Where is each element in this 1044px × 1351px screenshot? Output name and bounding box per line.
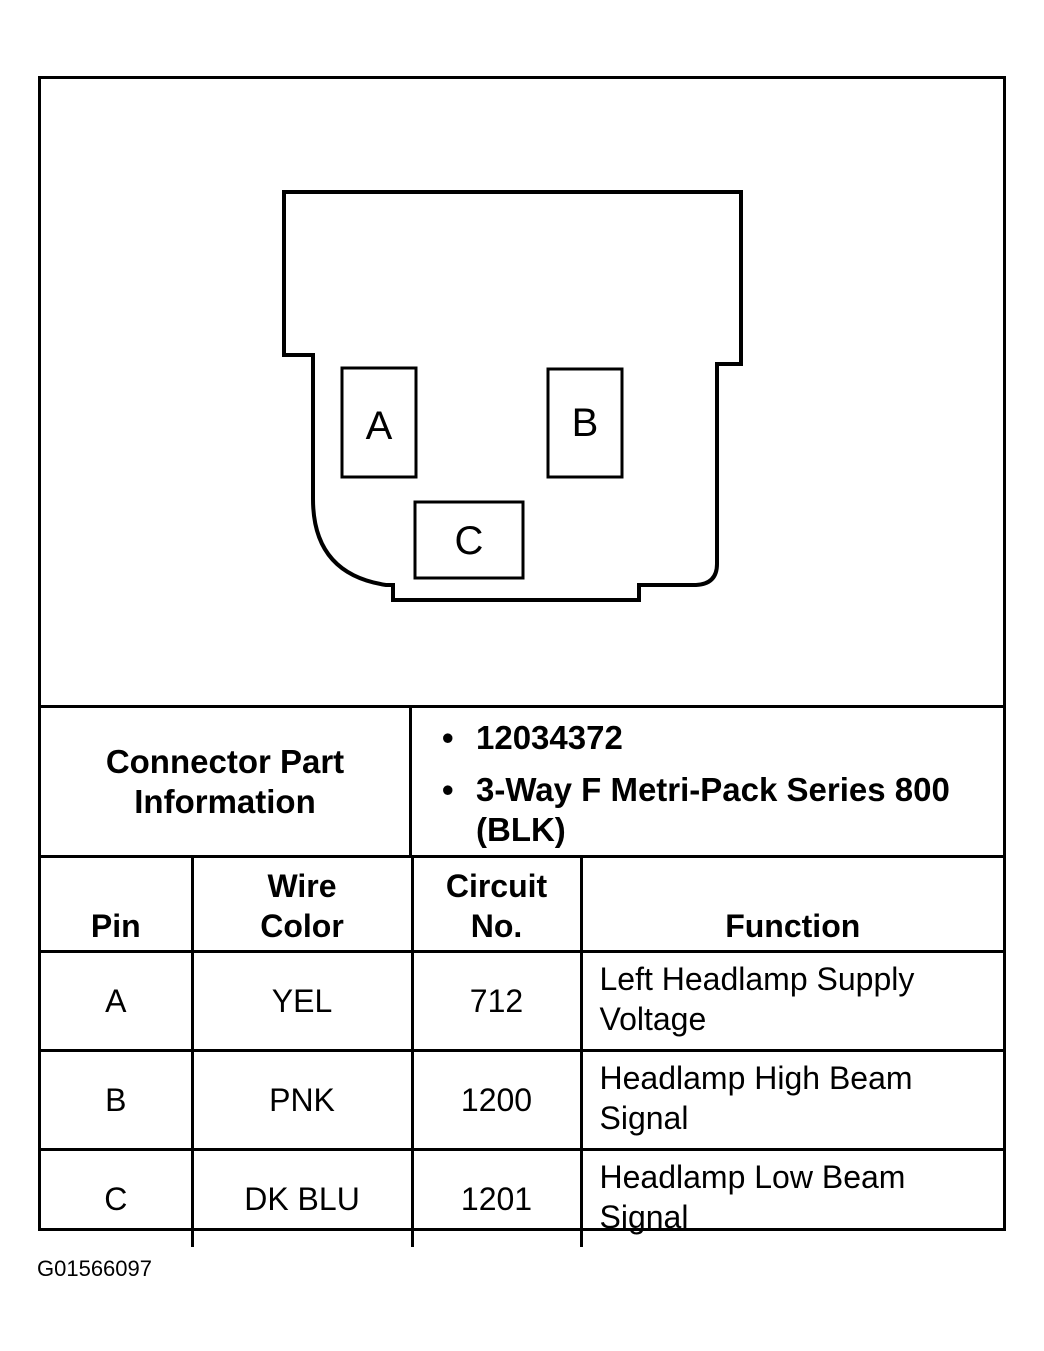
table-row [41,1051,1003,1150]
pinout-table [41,855,1003,1247]
cell-circuit: 1201 [412,1150,581,1248]
header-wire-color-text: Wire Color [260,868,344,944]
cell-circuit: 1200 [412,1051,581,1150]
bullet-icon: • [442,719,454,756]
connector-outline [41,79,1003,705]
cell-pin: C [41,1150,192,1248]
cell-circuit: 712 [412,952,581,1051]
cell-pin: A [41,952,192,1051]
header-pin: Pin [41,857,192,952]
header-function: Function [581,857,1003,952]
connector-description: 3-Way F Metri-Pack Series 800 (BLK) [476,771,950,848]
bullet-icon: • [442,771,454,808]
part-info-label-text: Connector Part Information [105,742,345,820]
part-info-item [442,718,1003,758]
cell-function: Headlamp High Beam Signal [581,1051,1003,1150]
part-info-list [412,708,1003,855]
connector-part-info-row [41,705,1003,855]
cell-pin: B [41,1051,192,1150]
header-circuit-no [412,857,581,952]
cell-wire-color: YEL [192,952,412,1051]
figure-id: G01566097 [37,1256,152,1281]
header-wire-color [192,857,412,952]
pin-a-label: A [365,404,393,448]
cell-function: Headlamp Low Beam Signal [581,1150,1003,1248]
pin-c-label: C [454,519,484,563]
part-number: 12034372 [476,719,623,756]
part-info-item [442,770,956,850]
part-info-label [41,708,412,855]
connector-face-diagram [41,79,1003,705]
table-row [41,1150,1003,1248]
connector-figure-frame [38,76,1006,1235]
cell-wire-color: PNK [192,1051,412,1150]
table-header-row [41,857,1003,952]
header-circuit-no-text: Circuit No. [445,868,548,944]
connector-body-outline [284,192,741,600]
cell-function: Left Headlamp Supply Voltage [581,952,1003,1051]
table-row [41,952,1003,1051]
pin-b-label: B [571,401,599,445]
cell-wire-color: DK BLU [192,1150,412,1248]
